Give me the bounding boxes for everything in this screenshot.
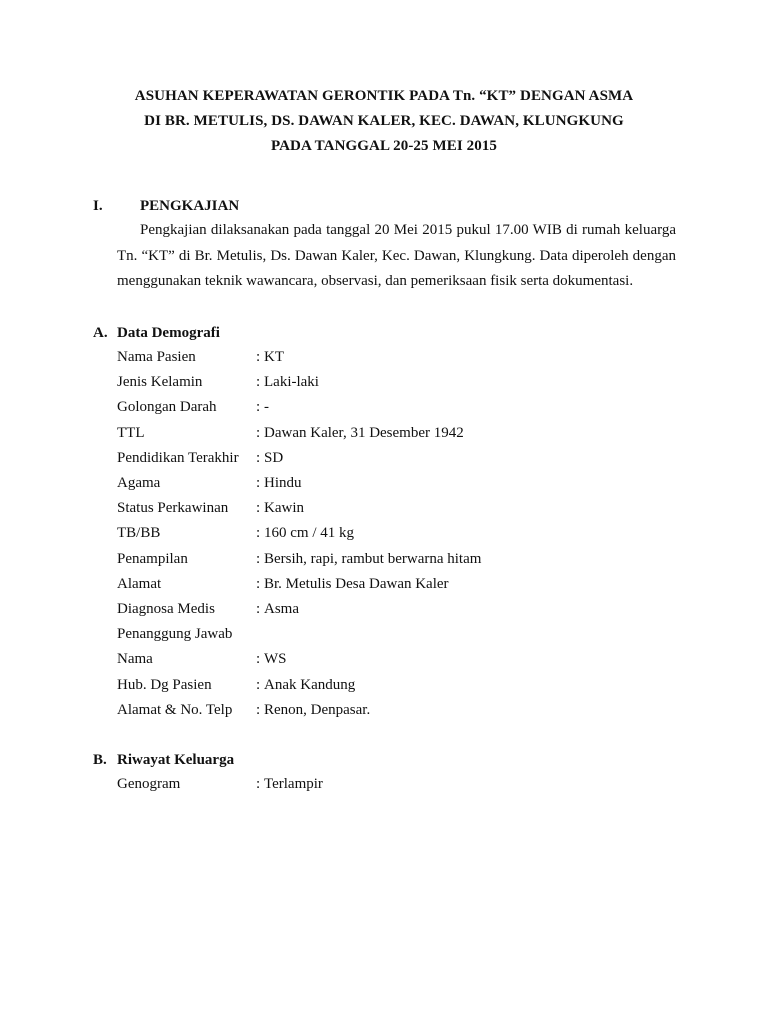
field-separator: : (256, 701, 261, 718)
field-separator: : (256, 349, 261, 365)
field-value: SD (264, 449, 284, 466)
field-label: Alamat & No. Telp (117, 701, 233, 718)
field-label: Penanggung Jawab (117, 626, 233, 643)
field-label: Jenis Kelamin (117, 374, 203, 391)
data-row (117, 349, 677, 371)
data-row (117, 425, 677, 447)
field-label: Hub. Dg Pasien (117, 676, 212, 693)
field-value: Renon, Denpasar. (264, 701, 371, 718)
data-row (117, 626, 677, 648)
data-row (117, 525, 677, 547)
field-value: - (264, 399, 269, 416)
field-value: Kawin (264, 500, 304, 517)
field-separator: : (256, 676, 261, 693)
field-label: Nama (117, 651, 153, 668)
field-label: Status Perkawinan (117, 500, 229, 517)
document-title-line-1: ASUHAN KEPERAWATAN GERONTIK PADA Tn. “KT” DENGAN ASMA (134, 88, 634, 104)
field-label: Penampilan (117, 550, 188, 567)
field-label: Pendidikan Terakhir (117, 449, 239, 466)
field-separator: : (256, 475, 261, 491)
data-row (117, 399, 677, 421)
field-separator: : (256, 776, 261, 792)
field-separator: : (256, 449, 261, 466)
data-row (117, 576, 677, 598)
data-row (117, 500, 677, 522)
field-label: TTL (117, 424, 145, 441)
data-row (117, 601, 677, 623)
field-label: Nama Pasien (117, 349, 196, 365)
field-separator: : (256, 374, 261, 391)
field-label: Golongan Darah (117, 399, 217, 416)
field-label: Genogram (117, 776, 181, 792)
field-separator: : (256, 424, 261, 441)
field-value: Anak Kandung (264, 676, 356, 693)
document-title-line-3: PADA TANGGAL 20-25 MEI 2015 (270, 138, 498, 154)
data-row (117, 374, 677, 396)
data-row (117, 450, 677, 472)
subsection-b-letter: B. (93, 752, 107, 768)
data-row (117, 776, 677, 798)
data-row (117, 475, 677, 497)
field-separator: : (256, 550, 261, 567)
field-value: KT (264, 349, 284, 365)
field-value: Asma (264, 601, 299, 617)
field-value: 160 cm / 41 kg (264, 525, 354, 542)
section-number: I. (93, 198, 103, 214)
field-value: Br. Metulis Desa Dawan Kaler (264, 575, 449, 592)
data-row (117, 651, 677, 673)
subsection-b-heading: Riwayat Keluarga (117, 752, 235, 768)
assessment-paragraph: Pengkajian dilaksanakan pada tanggal 20 Mei 2015 pukul 17.00 WIB di rumah keluarga Tn. “KT” di Br. Metulis, Ds. Dawan Kaler, Kec. Dawan, Klungkung. Data diperoleh dengan menggunakan teknik wawancara, observasi, dan pemeriksaan fisik serta dokumentasi. (117, 222, 676, 289)
field-label: Agama (117, 475, 161, 491)
field-value: Dawan Kaler, 31 Desember 1942 (264, 424, 464, 441)
field-value: Terlampir (264, 776, 323, 792)
field-label: Alamat (117, 575, 162, 592)
field-separator: : (256, 525, 261, 542)
section-heading: PENGKAJIAN (140, 198, 240, 214)
field-value: Laki-laki (264, 374, 319, 391)
data-row (117, 702, 677, 724)
field-label: TB/BB (117, 525, 161, 542)
subsection-a-heading: Data Demografi (117, 325, 220, 341)
field-separator: : (256, 575, 261, 592)
field-value: WS (264, 651, 287, 668)
field-separator: : (256, 399, 261, 416)
field-separator: : (256, 601, 261, 617)
field-value: Bersih, rapi, rambut berwarna hitam (264, 550, 482, 567)
field-separator: : (256, 651, 261, 668)
document-title-line-2: DI BR. METULIS, DS. DAWAN KALER, KEC. DAWAN, KLUNGKUNG (144, 113, 624, 129)
data-row (117, 551, 677, 573)
field-separator: : (256, 500, 261, 517)
field-value: Hindu (264, 475, 302, 491)
subsection-a-letter: A. (93, 325, 108, 341)
data-row (117, 677, 677, 699)
field-label: Diagnosa Medis (117, 601, 215, 617)
